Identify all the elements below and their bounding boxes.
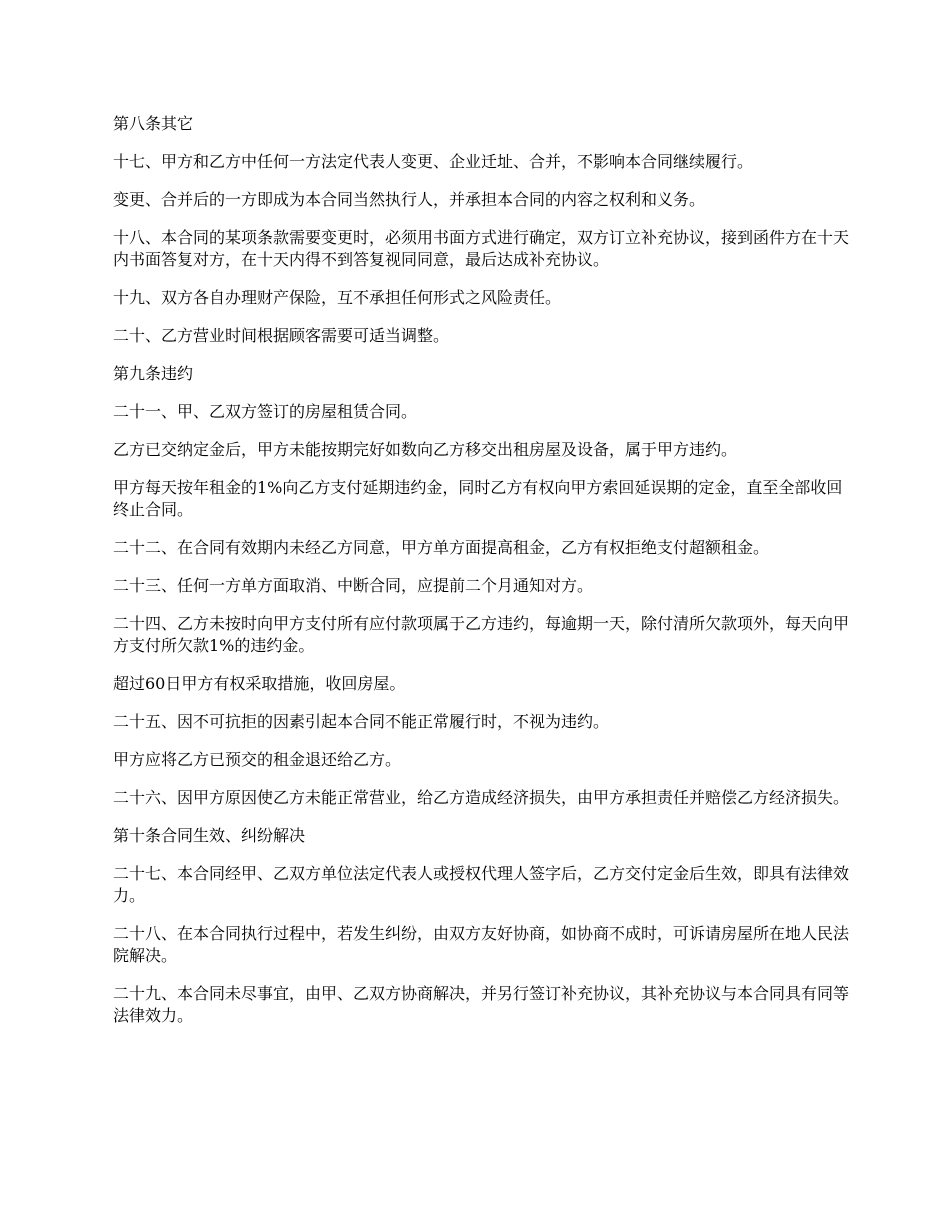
clause-22: 二十二、在合同有效期内未经乙方同意，甲方单方面提高租金，乙方有权拒绝支付超额租金。 <box>113 538 770 557</box>
clause-18: 十八、本合同的某项条款需要变更时，必须用书面方式进行确定，双方订立补充协议，接到函件方在十天内书面答复对方，在十天内得不到答复视同同意，最后达成补充协议。 <box>113 228 850 269</box>
clause-24-continued: 超过60日甲方有权采取措施，收回房屋。 <box>113 674 406 693</box>
clause-26: 二十六、因甲方原因使乙方未能正常营业，给乙方造成经济损失，由甲方承担责任并赔偿乙方经济损失。 <box>113 788 850 807</box>
clause-17-continued: 变更、合并后的一方即成为本合同当然执行人，并承担本合同的内容之权利和义务。 <box>113 190 706 209</box>
section-heading-article-8: 第八条其它 <box>113 114 194 133</box>
clause-21-continued-2: 甲方每天按年租金的1%向乙方支付延期违约金，同时乙方有权向甲方索回延误期的定金，直至全部收回终止合同。 <box>113 478 843 519</box>
clause-29: 二十九、本合同未尽事宜，由甲、乙双方协商解决，并另行签订补充协议，其补充协议与本合同具有同等法律效力。 <box>113 984 850 1025</box>
clause-20: 二十、乙方营业时间根据顾客需要可适当调整。 <box>113 326 450 345</box>
clause-21-continued-1: 乙方已交纳定金后，甲方未能按期完好如数向乙方移交出租房屋及设备，属于甲方违约。 <box>113 440 738 459</box>
section-heading-article-10: 第十条合同生效、纠纷解决 <box>113 826 306 845</box>
clause-24: 二十四、乙方未按时向甲方支付所有应付款项属于乙方违约，每逾期一天，除付清所欠款项外，每天向甲方支付所欠款1%的违约金。 <box>113 614 850 655</box>
clause-25: 二十五、因不可抗拒的因素引起本合同不能正常履行时，不视为违约。 <box>113 712 610 731</box>
clause-25-continued: 甲方应将乙方已预交的租金退还给乙方。 <box>113 750 402 769</box>
section-heading-article-9: 第九条违约 <box>113 364 194 383</box>
clause-21: 二十一、甲、乙双方签订的房屋租赁合同。 <box>113 402 418 421</box>
clause-23: 二十三、任何一方单方面取消、中断合同，应提前二个月通知对方。 <box>113 576 594 595</box>
clause-28: 二十八、在本合同执行过程中，若发生纠纷，由双方友好协商，如协商不成时，可诉请房屋所在地人民法院解决。 <box>113 924 850 965</box>
clause-27: 二十七、本合同经甲、乙双方单位法定代表人或授权代理人签字后，乙方交付定金后生效，即具有法律效力。 <box>113 864 850 905</box>
document-page <box>113 113 853 1043</box>
clause-17: 十七、甲方和乙方中任何一方法定代表人变更、企业迁址、合并，不影响本合同继续履行。 <box>113 152 754 171</box>
clause-19: 十九、双方各自办理财产保险，互不承担任何形式之风险责任。 <box>113 288 562 307</box>
